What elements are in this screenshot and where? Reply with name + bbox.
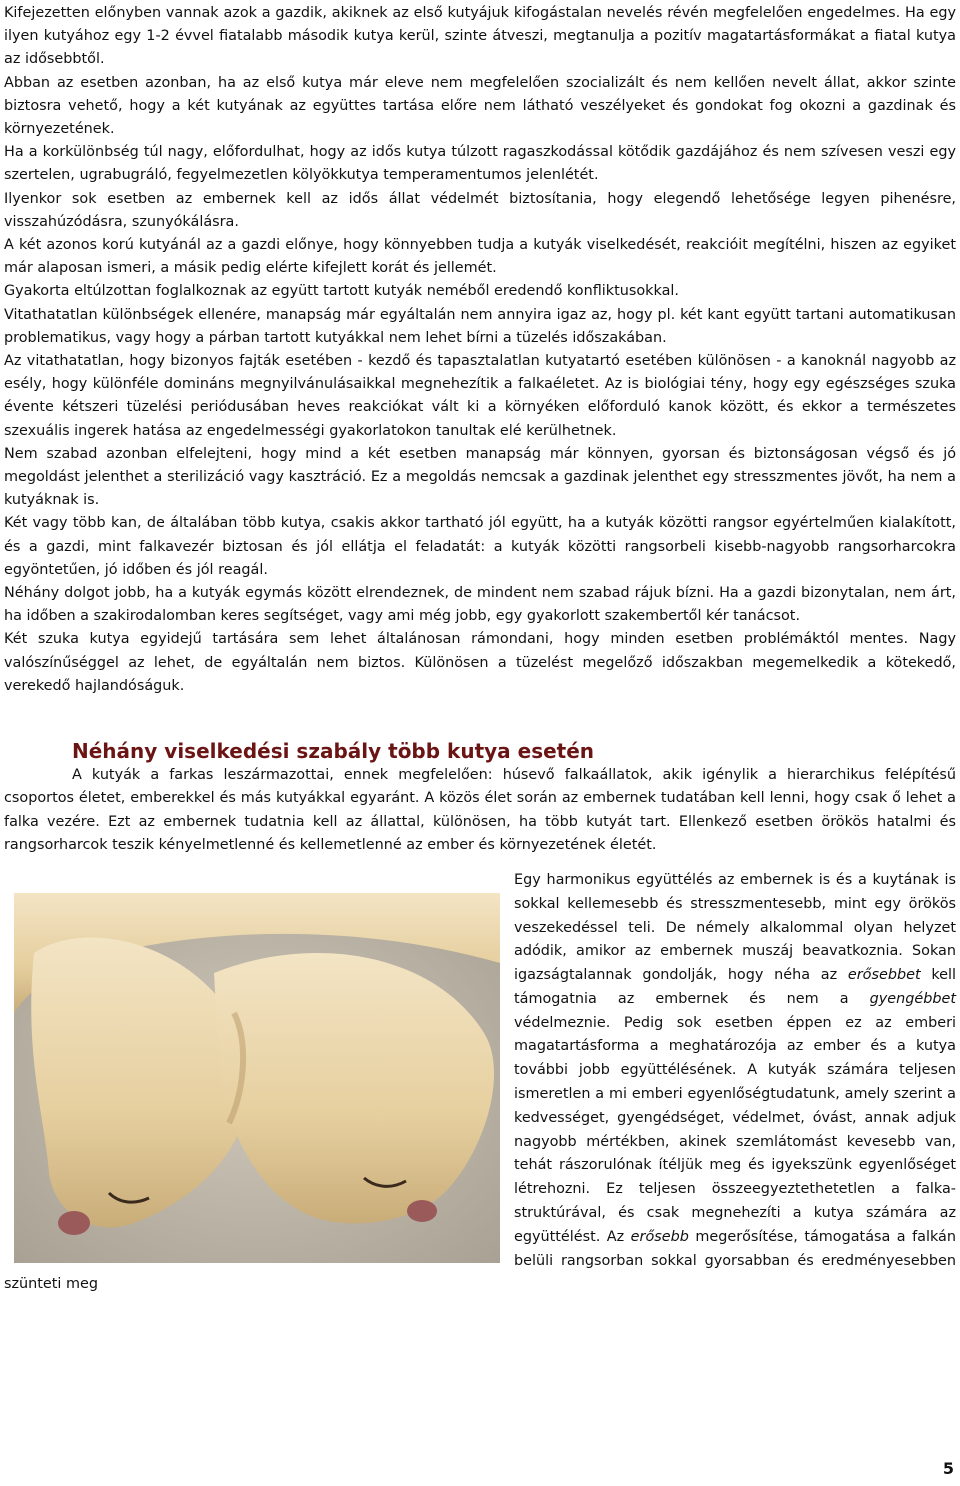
paragraph-1: Kifejezetten előnyben vannak azok a gazdik, akiknek az első kutyájuk kifogástalan nevelés révén megfelelően engedelmes. Ha egy ilyen kutyához egy 1-2 évvel fiatalabb második kutya kerül, szinte átveszi, megtanulja a pozitív magatartásformákat a fiatal kutya az idősebbtől. (4, 5, 956, 68)
paragraph-4: Ilyenkor sok esetben az embernek kell az idős állat védelmét biztosítania, hogy elegendő lehetősége legyen pihenésre, visszahúzódásra, szunyókálásra. (4, 190, 956, 230)
page-number: 5 (942, 1459, 954, 1478)
paragraph-12: Két szuka kutya egyidejű tartására sem lehet általánosan rámondani, hogy minden esetben problémáktól mentes. Nagy valószínűséggel az lehet, de egyáltalán nem biztos. Különösen a tüzelést megelőző időszakban megemelkedik a kötekedő, verekedő hajlandóságuk. (4, 631, 956, 694)
side-text-part-3: védelmeznie. Pedig sok esetben éppen ez az emberi magatartásforma a meghatározója az ember és a kutya további jobb együttélésének. A kutyák számára teljesen ismeretlen a mi emberi egyenlőségtudatunk, amely szerint a kedvességet, gyengédséget, védelmet, óvást, annak adjuk nagyobb mértékben, akinek szemlátomást kevesebb van, tehát rászorulónak ítéljük meg és igyekszünk egyenlőséget létrehozni. Ez teljesen összeegyeztethetetlen a falka-struktúrával, és csak megnehezíti a kutya számára az együttélést. Az (514, 1014, 956, 1245)
side-text-part-4: megerősítése, támogatása a falkán belüli rangsorban sokkal gyorsabban és eredményesebben szünteti meg (4, 1228, 956, 1293)
paragraph-2: Abban az esetben azonban, ha az első kutya már eleve nem megfelelően szocializált és nem kellően nevelt állat, akkor szinte biztosra vehető, hogy a két kutyának az együttes tartása előre nem látható veszélyeket és gondokat fog okozni a gazdinak és környezetének. (4, 74, 956, 138)
document-page (4, 2, 956, 1297)
paragraph-11: Néhány dolgot jobb, ha a kutyák egymás között elrendeznek, de mindent nem szabad rájuk bízni. Ha a gazdi bizonytalan, nem árt, ha időben a szakirodalomban keres segítséget, vagy ami még jobb, egy gyakorlott szakembertől kér tanácsot. (4, 585, 956, 625)
paragraph-10: Két vagy több kan, de általában több kutya, csakis akkor tartható jól együtt, ha a kutyák közötti rangsor egyértelműen kialakított, és a gazdi, mint falkavezér biztosan és jól ellátja el feladatát: a kutyák közötti rangsorbeli kisebb-nagyobb rangsorharcokra egyöntetűen, jó időben és jól reagál. (4, 515, 956, 578)
paragraph-3: Ha a korkülönbség túl nagy, előfordulhat, hogy az idős kutya túlzott ragaszkodással kötődik gazdájához és nem szívesen veszi egy szertelen, ugrabugráló, fegyelmezetlen kölyökkutya temperamentumos jelenlétét. (4, 144, 956, 184)
side-text-part-2: kell támogatnia az embernek és nem a (514, 967, 956, 1007)
side-text-emphasis-1: erősebbet (847, 967, 921, 984)
section-heading: Néhány viselkedési szabály több kutya esetén (72, 739, 595, 764)
side-text-emphasis-2: gyengébbet (869, 990, 956, 1007)
sleeping-dogs-photo (14, 893, 500, 1263)
dogs-illustration (14, 893, 500, 1263)
section-intro: A kutyák a farkas leszármazottai, ennek megfelelően: húsevő falkaállatok, akik igénylik a hierarchikus felépítésű csoportos életet, emberekkel és más kutyákkal egyaránt. A közös élet során az embernek tudatában kell lenni, hogy csak ő lehet a falka vezére. Ezt az embernek tudatnia kell az állattal, különösen, ha több kutyát tart. Ellenkező esetben örökös hatalmi és rangsorharcok teszik kényelmetlenné és kellemetlenné az ember és környezetének életét. (4, 767, 956, 853)
paragraph-7: Vitathatatlan különbségek ellenére, manapság már egyáltalán nem annyira igaz az, hogy pl. két kant együtt tartani automatikusan problematikus, vagy hogy a párban tartott kutyákkal nem lehet bírni a tüzelés időszakában. (4, 306, 956, 346)
section-spacer (4, 698, 956, 738)
paragraph-5: A két azonos korú kutyánál az a gazdi előnye, hogy könnyebben tudja a kutyák viselkedését, reakcióit megítélni, hiszen az egyiket már alaposan ismeri, a másik pedig elérte kifejlett korát és jellemét. (4, 237, 956, 277)
side-text-part-1: Egy harmonikus együttélés az embernek is és a kuytának is sokkal kellemesebb és stresszmentesebb, mint egy örökös veszekedéssel teli. De némely alkalommal olyan helyzet adódik, amikor az embernek muszáj beavatkoznia. Sokan igazságtalannak gondolják, hogy néha az (514, 871, 956, 984)
paragraph-6: Gyakorta eltúlzottan foglalkoznak az együtt tartott kutyák neméből eredendő konfliktusokkal. (4, 283, 679, 300)
side-text-emphasis-3: erősebb (630, 1228, 689, 1245)
paragraph-9: Nem szabad azonban elfelejteni, hogy mind a két esetben manapság már könnyen, gyorsan és biztonságosan végső és jó megoldást jelenthet a sterilizáció vagy kasztráció. Ez a megoldás nemcsak a gazdinak jelenthet egy stresszmentes jövőt, ha nem a kutyáknak is. (4, 445, 956, 509)
photo-text-block (4, 869, 956, 1297)
paragraph-8: Az vitathatatlan, hogy bizonyos fajták esetében - kezdő és tapasztalatlan kutyatartó esetében különösen - a kanoknál nagyobb az esély, hogy különféle domináns megnyilvánulásaikkal megnehezítik a falkaéletet. Az is biológiai tény, hogy egy egészséges szuka évente kétszeri tüzelési periódusában heves reakciókat vált ki a környéken előforduló kanok között, és ekkor a természetes szexuális ingerek hatása az engedelmességi gyakorlatokon tanultak elé kerülhetnek. (4, 353, 956, 439)
